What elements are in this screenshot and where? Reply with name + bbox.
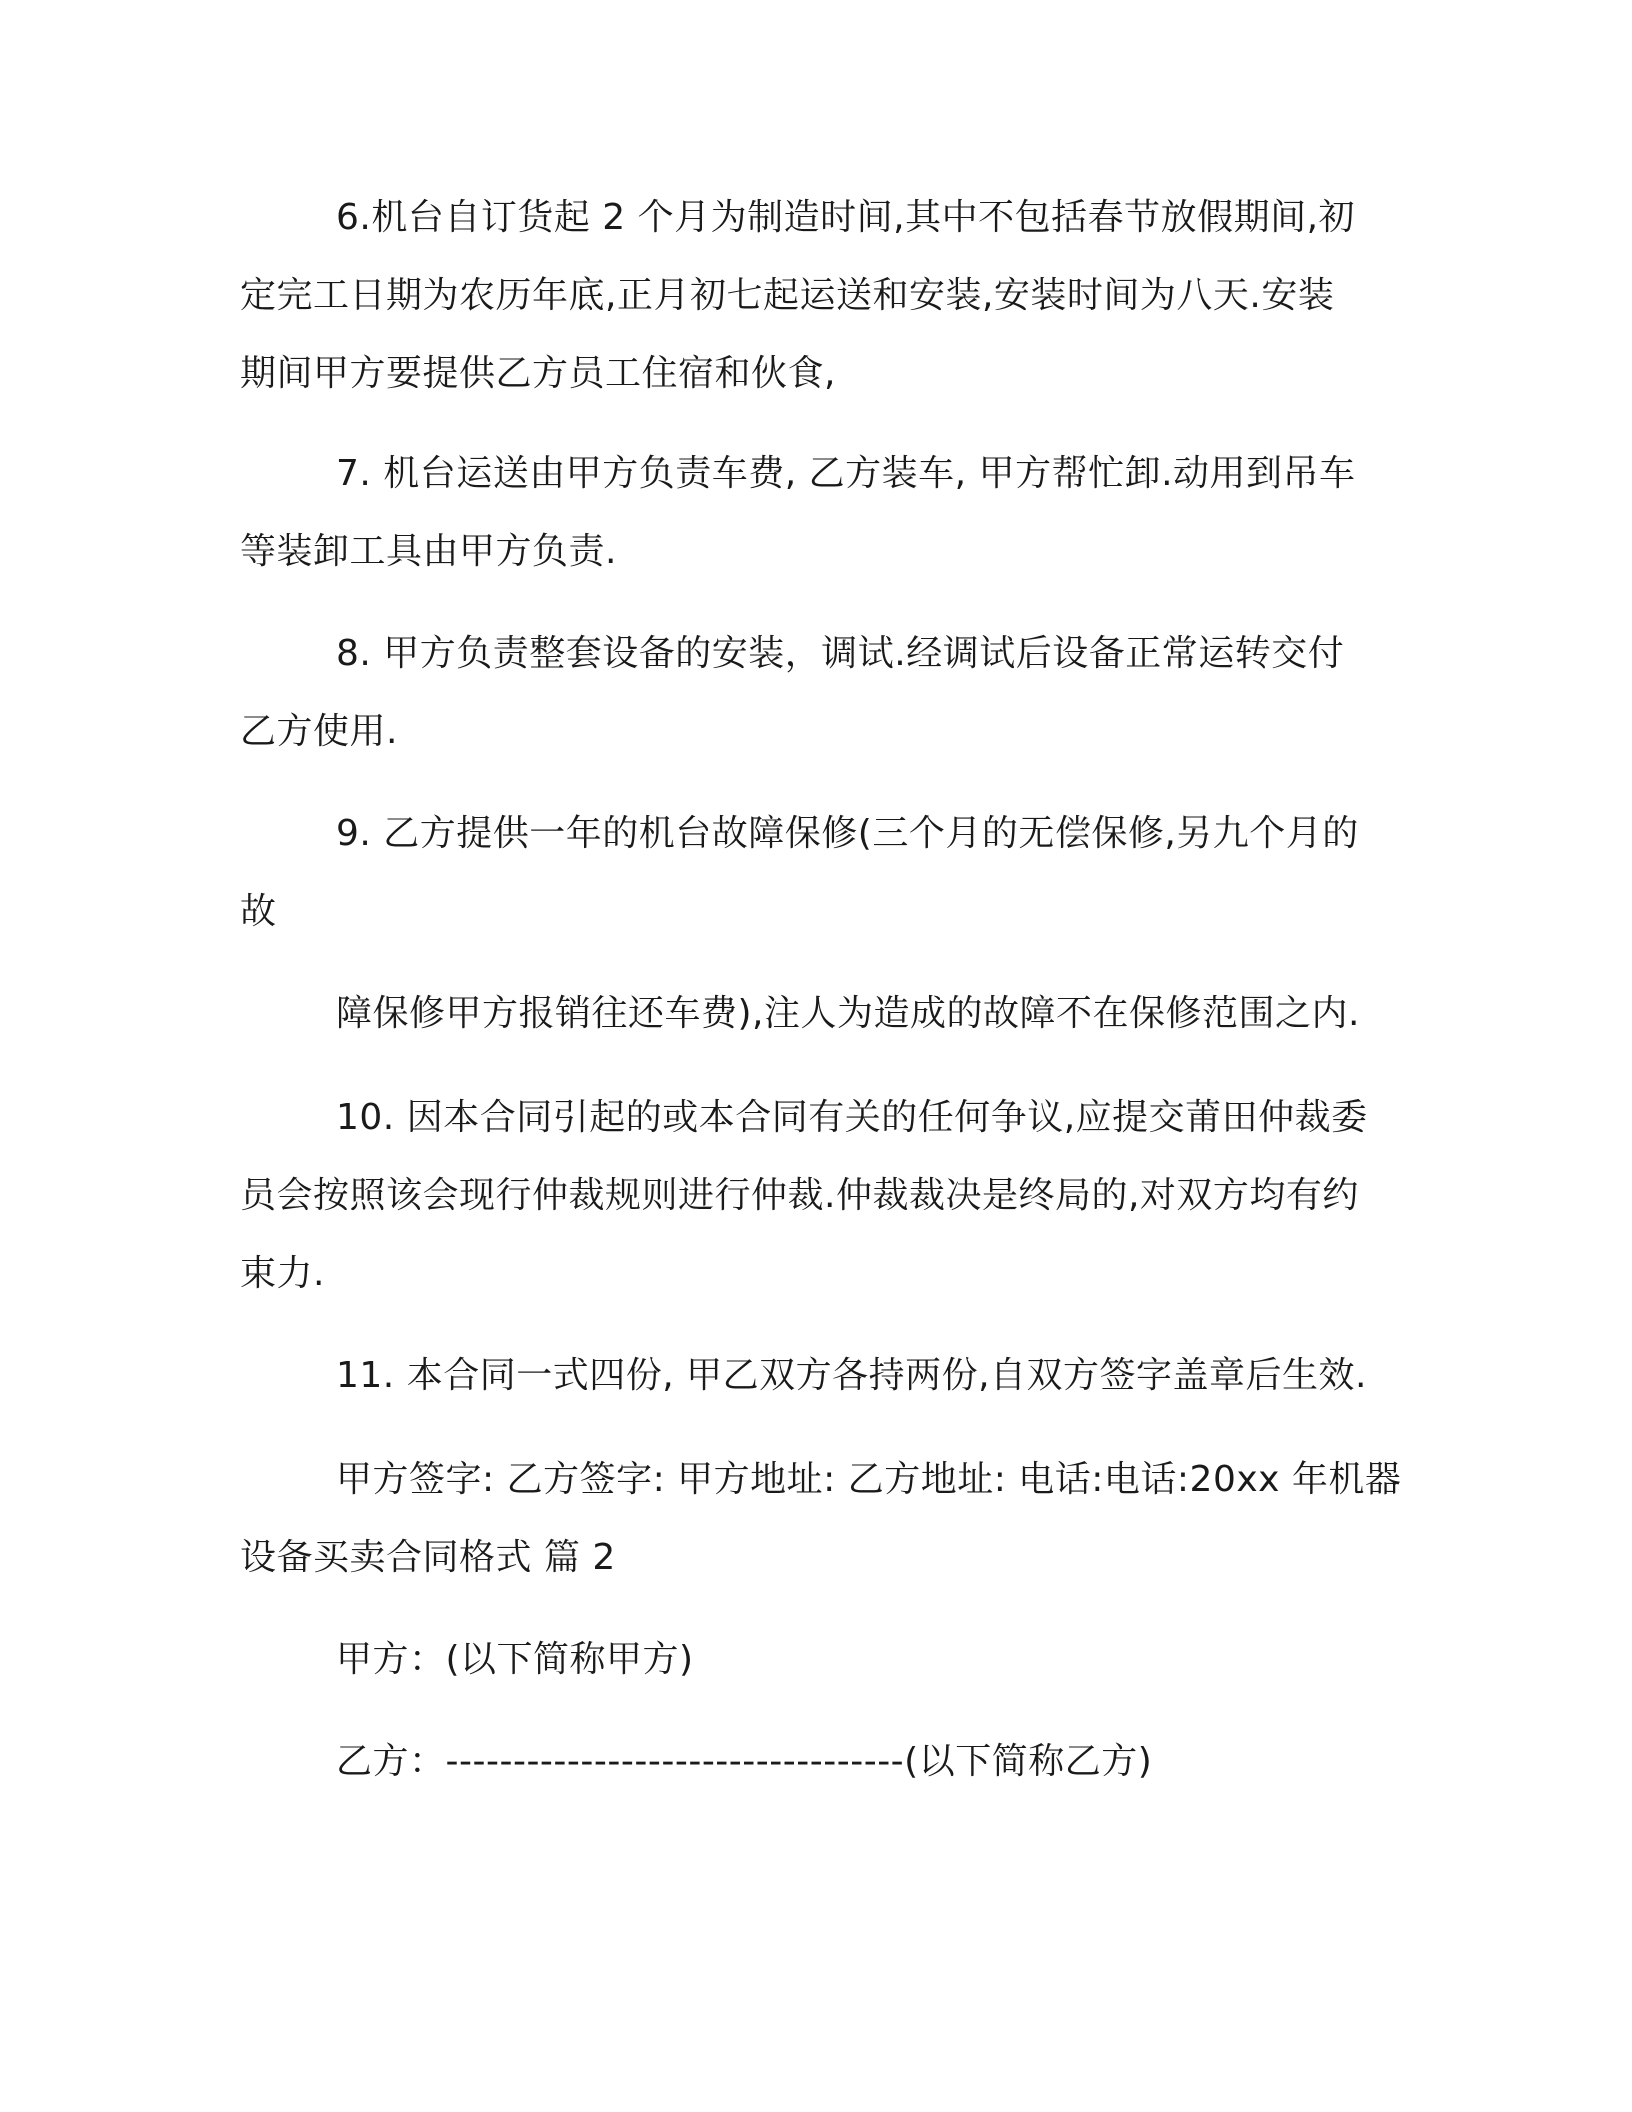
clause-9-line-2: 故 (240, 891, 277, 932)
party-a-line: 甲方：(以下简称甲方) (336, 1639, 694, 1680)
clause-6-line-1: 6.机台自订货起 2 个月为制造时间,其中不包括春节放假期间,初 (336, 197, 1356, 238)
signatures-line-2: 设备买卖合同格式 篇 2 (240, 1537, 616, 1578)
clause-11-line-1: 11. 本合同一式四份, 甲乙双方各持两份,自双方签字盖章后生效. (336, 1355, 1367, 1396)
clause-9-line-1: 9. 乙方提供一年的机台故障保修(三个月的无偿保修,另九个月的 (336, 813, 1359, 854)
party-b-line: 乙方：----------------------------------(以下简称乙方) (336, 1741, 1153, 1782)
clause-7-line-2: 等装卸工具由甲方负责. (240, 531, 617, 572)
clause-7-line-1: 7. 机台运送由甲方负责车费, 乙方装车, 甲方帮忙卸.动用到吊车 (336, 453, 1356, 494)
clause-10-line-1: 10. 因本合同引起的或本合同有关的任何争议,应提交莆田仲裁委 (336, 1097, 1368, 1138)
clause-10-line-3: 束力. (240, 1253, 325, 1294)
clause-10-line-2: 员会按照该会现行仲裁规则进行仲裁.仲裁裁决是终局的,对双方均有约 (240, 1175, 1359, 1216)
clause-9-line-3: 障保修甲方报销往还车费),注人为造成的故障不在保修范围之内. (336, 993, 1360, 1034)
signatures-line-1: 甲方签字: 乙方签字: 甲方地址: 乙方地址: 电话:电话:20xx 年机器 (336, 1459, 1402, 1500)
clause-8-line-2: 乙方使用. (240, 711, 398, 752)
clause-8-line-1: 8. 甲方负责整套设备的安装，调试.经调试后设备正常运转交付 (336, 633, 1345, 674)
clause-6-line-2: 定完工日期为农历年底,正月初七起运送和安装,安装时间为八天.安装 (240, 275, 1335, 316)
clause-6-line-3: 期间甲方要提供乙方员工住宿和伙食, (240, 353, 836, 394)
